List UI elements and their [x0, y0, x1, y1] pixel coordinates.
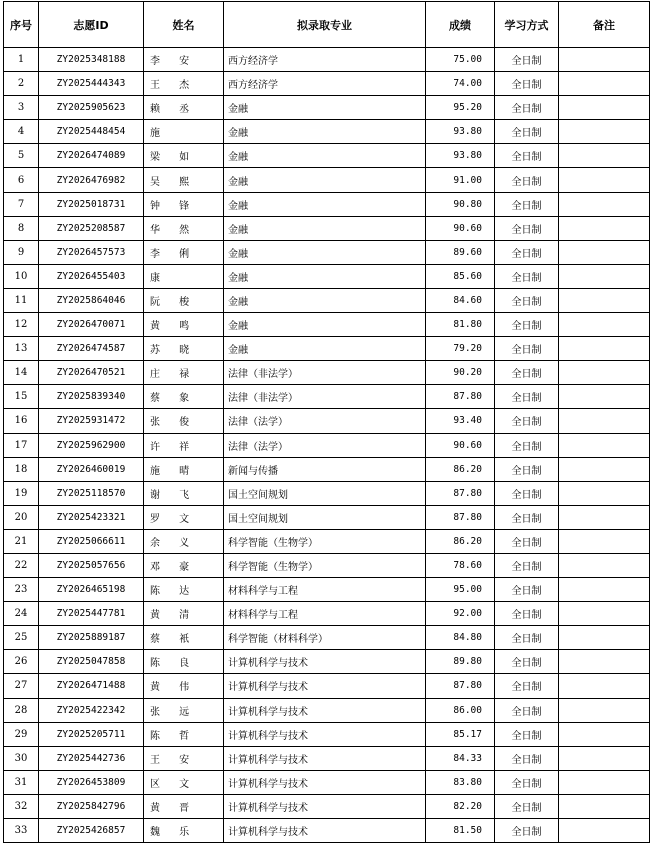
- cell-major: 科学智能（生物学）: [224, 553, 426, 577]
- cell-applicant-id: ZY2025118570: [39, 481, 144, 505]
- cell-score: 85.60: [426, 264, 495, 288]
- cell-applicant-id: ZY2025931472: [39, 409, 144, 433]
- cell-major: 新闻与传播: [224, 457, 426, 481]
- cell-note: [559, 216, 650, 240]
- cell-score: 81.80: [426, 313, 495, 337]
- table-row: [4, 578, 650, 602]
- cell-name: 施: [144, 120, 224, 144]
- cell-major: 计算机科学与技术: [224, 819, 426, 843]
- cell-note: [559, 794, 650, 818]
- cell-score: 83.80: [426, 770, 495, 794]
- cell-major: 计算机科学与技术: [224, 650, 426, 674]
- table-row: [4, 385, 650, 409]
- cell-study-mode: 全日制: [495, 96, 559, 120]
- cell-note: [559, 433, 650, 457]
- cell-applicant-id: ZY2025447781: [39, 602, 144, 626]
- table-row: [4, 674, 650, 698]
- table-row: [4, 457, 650, 481]
- cell-study-mode: 全日制: [495, 144, 559, 168]
- cell-note: [559, 457, 650, 481]
- cell-name: 陈 良: [144, 650, 224, 674]
- cell-note: [559, 288, 650, 312]
- cell-name: 黄 晋: [144, 794, 224, 818]
- table-row: [4, 602, 650, 626]
- cell-name: 梁 如: [144, 144, 224, 168]
- cell-score: 84.80: [426, 626, 495, 650]
- cell-note: [559, 819, 650, 843]
- table-row: [4, 144, 650, 168]
- cell-score: 79.20: [426, 337, 495, 361]
- cell-applicant-id: ZY2026476982: [39, 168, 144, 192]
- table-row: [4, 626, 650, 650]
- table-row: [4, 72, 650, 96]
- cell-seq: 19: [4, 481, 39, 505]
- table-row: [4, 264, 650, 288]
- table-body: [4, 48, 650, 843]
- cell-name: 张 远: [144, 698, 224, 722]
- cell-name: 蔡 象: [144, 385, 224, 409]
- cell-applicant-id: ZY2025864046: [39, 288, 144, 312]
- cell-name: 魏 乐: [144, 819, 224, 843]
- cell-note: [559, 722, 650, 746]
- cell-major: 国土空间规划: [224, 481, 426, 505]
- cell-score: 78.60: [426, 553, 495, 577]
- cell-major: 西方经济学: [224, 48, 426, 72]
- admission-table: [3, 1, 650, 843]
- table-row: [4, 770, 650, 794]
- cell-major: 计算机科学与技术: [224, 794, 426, 818]
- cell-score: 90.20: [426, 361, 495, 385]
- cell-major: 金融: [224, 288, 426, 312]
- cell-seq: 10: [4, 264, 39, 288]
- cell-major: 科学智能（生物学）: [224, 529, 426, 553]
- table-row: [4, 650, 650, 674]
- cell-note: [559, 264, 650, 288]
- cell-score: 93.80: [426, 120, 495, 144]
- cell-note: [559, 313, 650, 337]
- cell-note: [559, 72, 650, 96]
- cell-score: 86.20: [426, 457, 495, 481]
- cell-name: 苏 晓: [144, 337, 224, 361]
- cell-applicant-id: ZY2025442736: [39, 746, 144, 770]
- cell-name: 王 杰: [144, 72, 224, 96]
- cell-note: [559, 505, 650, 529]
- cell-study-mode: 全日制: [495, 819, 559, 843]
- cell-study-mode: 全日制: [495, 72, 559, 96]
- cell-score: 87.80: [426, 481, 495, 505]
- cell-note: [559, 698, 650, 722]
- table-row: [4, 505, 650, 529]
- cell-name: 黄 清: [144, 602, 224, 626]
- table-row: [4, 819, 650, 843]
- cell-seq: 26: [4, 650, 39, 674]
- cell-note: [559, 385, 650, 409]
- cell-name: 华 然: [144, 216, 224, 240]
- header-name: 姓名: [144, 2, 224, 48]
- cell-note: [559, 409, 650, 433]
- cell-name: 许 祥: [144, 433, 224, 457]
- cell-applicant-id: ZY2026471488: [39, 674, 144, 698]
- cell-major: 科学智能（材料科学）: [224, 626, 426, 650]
- cell-score: 90.80: [426, 192, 495, 216]
- cell-major: 计算机科学与技术: [224, 674, 426, 698]
- cell-study-mode: 全日制: [495, 722, 559, 746]
- cell-applicant-id: ZY2025208587: [39, 216, 144, 240]
- cell-score: 89.80: [426, 650, 495, 674]
- cell-seq: 3: [4, 96, 39, 120]
- cell-score: 90.60: [426, 433, 495, 457]
- cell-study-mode: 全日制: [495, 505, 559, 529]
- cell-name: 张 俊: [144, 409, 224, 433]
- cell-name: 蔡 衹: [144, 626, 224, 650]
- cell-note: [559, 578, 650, 602]
- cell-note: [559, 337, 650, 361]
- cell-score: 74.00: [426, 72, 495, 96]
- cell-score: 75.00: [426, 48, 495, 72]
- table-row: [4, 746, 650, 770]
- cell-major: 金融: [224, 144, 426, 168]
- cell-major: 计算机科学与技术: [224, 770, 426, 794]
- cell-score: 81.50: [426, 819, 495, 843]
- cell-seq: 7: [4, 192, 39, 216]
- cell-seq: 24: [4, 602, 39, 626]
- cell-study-mode: 全日制: [495, 337, 559, 361]
- cell-note: [559, 96, 650, 120]
- cell-applicant-id: ZY2025205711: [39, 722, 144, 746]
- cell-seq: 33: [4, 819, 39, 843]
- cell-study-mode: 全日制: [495, 674, 559, 698]
- cell-score: 95.00: [426, 578, 495, 602]
- cell-study-mode: 全日制: [495, 385, 559, 409]
- cell-name: 吴 熙: [144, 168, 224, 192]
- cell-major: 法律（非法学）: [224, 385, 426, 409]
- cell-applicant-id: ZY2025889187: [39, 626, 144, 650]
- cell-note: [559, 120, 650, 144]
- cell-major: 金融: [224, 240, 426, 264]
- cell-score: 87.80: [426, 674, 495, 698]
- cell-major: 金融: [224, 168, 426, 192]
- table-header-row: [4, 2, 650, 48]
- header-id: 志愿ID: [39, 2, 144, 48]
- cell-applicant-id: ZY2026465198: [39, 578, 144, 602]
- cell-name: 黄 鸣: [144, 313, 224, 337]
- cell-name: 余 义: [144, 529, 224, 553]
- cell-seq: 22: [4, 553, 39, 577]
- cell-major: 金融: [224, 264, 426, 288]
- cell-applicant-id: ZY2026470521: [39, 361, 144, 385]
- cell-seq: 17: [4, 433, 39, 457]
- cell-score: 86.20: [426, 529, 495, 553]
- cell-seq: 5: [4, 144, 39, 168]
- cell-study-mode: 全日制: [495, 602, 559, 626]
- cell-study-mode: 全日制: [495, 650, 559, 674]
- table-row: [4, 698, 650, 722]
- cell-seq: 11: [4, 288, 39, 312]
- cell-seq: 2: [4, 72, 39, 96]
- cell-name: 陈 哲: [144, 722, 224, 746]
- cell-seq: 27: [4, 674, 39, 698]
- cell-note: [559, 48, 650, 72]
- cell-note: [559, 144, 650, 168]
- cell-note: [559, 192, 650, 216]
- cell-study-mode: 全日制: [495, 216, 559, 240]
- cell-note: [559, 168, 650, 192]
- cell-note: [559, 529, 650, 553]
- cell-study-mode: 全日制: [495, 457, 559, 481]
- cell-applicant-id: ZY2026455403: [39, 264, 144, 288]
- cell-study-mode: 全日制: [495, 192, 559, 216]
- cell-applicant-id: ZY2026474587: [39, 337, 144, 361]
- cell-study-mode: 全日制: [495, 313, 559, 337]
- table-row: [4, 409, 650, 433]
- cell-study-mode: 全日制: [495, 168, 559, 192]
- table-row: [4, 120, 650, 144]
- cell-score: 86.00: [426, 698, 495, 722]
- cell-major: 金融: [224, 337, 426, 361]
- cell-note: [559, 553, 650, 577]
- cell-applicant-id: ZY2025348188: [39, 48, 144, 72]
- cell-name: 罗 文: [144, 505, 224, 529]
- table-row: [4, 168, 650, 192]
- cell-score: 87.80: [426, 385, 495, 409]
- cell-applicant-id: ZY2025018731: [39, 192, 144, 216]
- cell-applicant-id: ZY2025448454: [39, 120, 144, 144]
- table-row: [4, 433, 650, 457]
- cell-study-mode: 全日制: [495, 433, 559, 457]
- cell-study-mode: 全日制: [495, 361, 559, 385]
- cell-note: [559, 626, 650, 650]
- cell-seq: 30: [4, 746, 39, 770]
- cell-name: 阮 梭: [144, 288, 224, 312]
- cell-major: 西方经济学: [224, 72, 426, 96]
- cell-study-mode: 全日制: [495, 626, 559, 650]
- cell-major: 材料科学与工程: [224, 578, 426, 602]
- cell-applicant-id: ZY2025422342: [39, 698, 144, 722]
- header-mode: 学习方式: [495, 2, 559, 48]
- cell-major: 金融: [224, 192, 426, 216]
- cell-study-mode: 全日制: [495, 481, 559, 505]
- table-row: [4, 481, 650, 505]
- cell-applicant-id: ZY2025066611: [39, 529, 144, 553]
- cell-seq: 9: [4, 240, 39, 264]
- cell-study-mode: 全日制: [495, 794, 559, 818]
- cell-applicant-id: ZY2025047858: [39, 650, 144, 674]
- cell-seq: 21: [4, 529, 39, 553]
- cell-score: 84.60: [426, 288, 495, 312]
- cell-study-mode: 全日制: [495, 120, 559, 144]
- cell-applicant-id: ZY2026474089: [39, 144, 144, 168]
- cell-study-mode: 全日制: [495, 578, 559, 602]
- cell-note: [559, 240, 650, 264]
- cell-name: 王 安: [144, 746, 224, 770]
- cell-name: 黄 伟: [144, 674, 224, 698]
- cell-applicant-id: ZY2025444343: [39, 72, 144, 96]
- cell-note: [559, 361, 650, 385]
- header-score: 成绩: [426, 2, 495, 48]
- cell-applicant-id: ZY2026470071: [39, 313, 144, 337]
- cell-score: 95.20: [426, 96, 495, 120]
- cell-score: 89.60: [426, 240, 495, 264]
- cell-seq: 1: [4, 48, 39, 72]
- cell-name: 康: [144, 264, 224, 288]
- cell-applicant-id: ZY2025842796: [39, 794, 144, 818]
- cell-name: 邓 豪: [144, 553, 224, 577]
- header-note: 备注: [559, 2, 650, 48]
- cell-major: 法律（法学）: [224, 433, 426, 457]
- cell-major: 金融: [224, 120, 426, 144]
- cell-seq: 31: [4, 770, 39, 794]
- cell-seq: 15: [4, 385, 39, 409]
- cell-name: 李 安: [144, 48, 224, 72]
- cell-major: 金融: [224, 216, 426, 240]
- cell-seq: 14: [4, 361, 39, 385]
- cell-note: [559, 770, 650, 794]
- table-row: [4, 313, 650, 337]
- table-row: [4, 361, 650, 385]
- cell-name: 谢 飞: [144, 481, 224, 505]
- cell-score: 87.80: [426, 505, 495, 529]
- cell-score: 93.40: [426, 409, 495, 433]
- table-row: [4, 529, 650, 553]
- cell-seq: 25: [4, 626, 39, 650]
- table-row: [4, 794, 650, 818]
- cell-major: 材料科学与工程: [224, 602, 426, 626]
- header-seq: 序号: [4, 2, 39, 48]
- cell-applicant-id: ZY2026457573: [39, 240, 144, 264]
- cell-applicant-id: ZY2025426857: [39, 819, 144, 843]
- cell-major: 计算机科学与技术: [224, 746, 426, 770]
- cell-name: 施 晴: [144, 457, 224, 481]
- cell-name: 陈 达: [144, 578, 224, 602]
- cell-study-mode: 全日制: [495, 264, 559, 288]
- cell-applicant-id: ZY2026453809: [39, 770, 144, 794]
- cell-study-mode: 全日制: [495, 240, 559, 264]
- cell-major: 法律（法学）: [224, 409, 426, 433]
- cell-note: [559, 602, 650, 626]
- cell-major: 国土空间规划: [224, 505, 426, 529]
- cell-study-mode: 全日制: [495, 529, 559, 553]
- cell-name: 李 俐: [144, 240, 224, 264]
- cell-name: 区 文: [144, 770, 224, 794]
- cell-seq: 32: [4, 794, 39, 818]
- cell-seq: 20: [4, 505, 39, 529]
- cell-score: 92.00: [426, 602, 495, 626]
- table-row: [4, 337, 650, 361]
- table-row: [4, 96, 650, 120]
- table-row: [4, 48, 650, 72]
- cell-name: 钟 锋: [144, 192, 224, 216]
- cell-study-mode: 全日制: [495, 746, 559, 770]
- table-row: [4, 216, 650, 240]
- cell-study-mode: 全日制: [495, 770, 559, 794]
- cell-seq: 4: [4, 120, 39, 144]
- cell-major: 计算机科学与技术: [224, 722, 426, 746]
- cell-study-mode: 全日制: [495, 48, 559, 72]
- cell-major: 法律（非法学）: [224, 361, 426, 385]
- cell-applicant-id: ZY2025905623: [39, 96, 144, 120]
- table-row: [4, 722, 650, 746]
- cell-note: [559, 746, 650, 770]
- cell-score: 91.00: [426, 168, 495, 192]
- table-row: [4, 288, 650, 312]
- cell-study-mode: 全日制: [495, 698, 559, 722]
- cell-seq: 18: [4, 457, 39, 481]
- cell-study-mode: 全日制: [495, 553, 559, 577]
- cell-applicant-id: ZY2025962900: [39, 433, 144, 457]
- cell-score: 93.80: [426, 144, 495, 168]
- cell-applicant-id: ZY2025057656: [39, 553, 144, 577]
- cell-score: 90.60: [426, 216, 495, 240]
- cell-seq: 13: [4, 337, 39, 361]
- cell-major: 金融: [224, 313, 426, 337]
- cell-seq: 16: [4, 409, 39, 433]
- cell-major: 计算机科学与技术: [224, 698, 426, 722]
- cell-applicant-id: ZY2025423321: [39, 505, 144, 529]
- cell-name: 赖 丞: [144, 96, 224, 120]
- cell-name: 庄 禄: [144, 361, 224, 385]
- cell-seq: 23: [4, 578, 39, 602]
- header-major: 拟录取专业: [224, 2, 426, 48]
- table-row: [4, 240, 650, 264]
- cell-note: [559, 674, 650, 698]
- cell-seq: 29: [4, 722, 39, 746]
- cell-seq: 12: [4, 313, 39, 337]
- cell-study-mode: 全日制: [495, 288, 559, 312]
- table-row: [4, 553, 650, 577]
- cell-seq: 8: [4, 216, 39, 240]
- cell-seq: 28: [4, 698, 39, 722]
- cell-note: [559, 481, 650, 505]
- cell-score: 82.20: [426, 794, 495, 818]
- cell-major: 金融: [224, 96, 426, 120]
- cell-note: [559, 650, 650, 674]
- cell-seq: 6: [4, 168, 39, 192]
- cell-score: 85.17: [426, 722, 495, 746]
- cell-study-mode: 全日制: [495, 409, 559, 433]
- cell-score: 84.33: [426, 746, 495, 770]
- table-row: [4, 192, 650, 216]
- cell-applicant-id: ZY2026460019: [39, 457, 144, 481]
- cell-applicant-id: ZY2025839340: [39, 385, 144, 409]
